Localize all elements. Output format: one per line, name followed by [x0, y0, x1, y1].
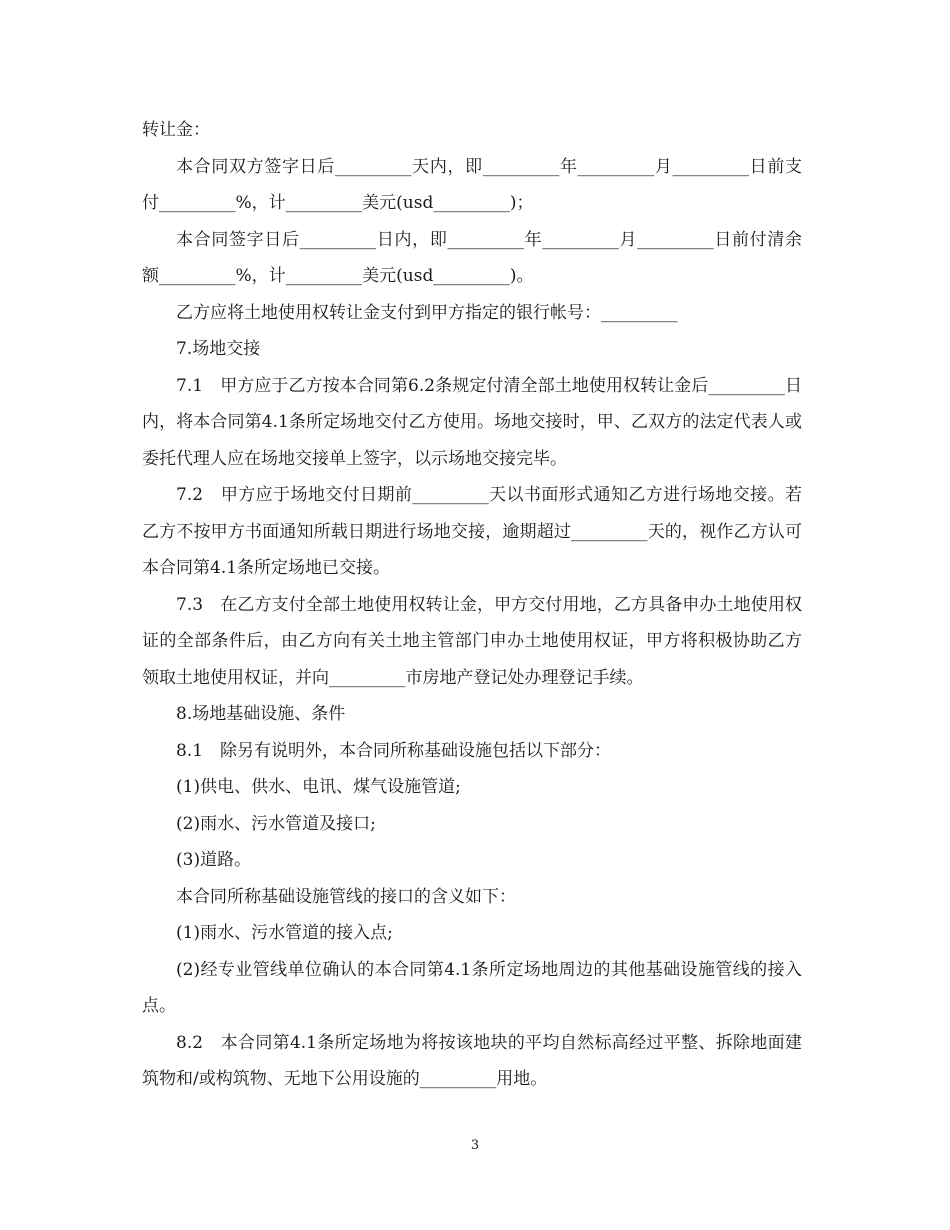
paragraph-bank-account: 乙方应将土地使用权转让金支付到甲方指定的银行帐号：_________ — [176, 302, 678, 323]
list-item-utilities: (1)供电、供水、电讯、煤气设施管道; — [176, 777, 461, 797]
paragraph-first-payment: 本合同双方签字日后_________天内，即_________年_________月_________日前支付_________%，计_________美元(usd_________)； — [142, 156, 802, 213]
paragraph-balance-payment: 本合同签字日后_________日内，即_________年_________月_________日前付清余额_________%，计_________美元(usd_________)。 — [142, 229, 802, 286]
list-item-roads: (3)道路。 — [176, 850, 252, 870]
list-item-other-connections: (2)经专业管线单位确认的本合同第4.1条所定场地周边的其他基础设施管线的接入点。 — [142, 959, 802, 1016]
document-body — [142, 112, 802, 1098]
section-heading-site-handover: 7.场地交接 — [176, 339, 261, 359]
list-item-drainage-connection: (1)雨水、污水管道的接入点; — [176, 923, 393, 943]
clause-7-2: 7.2 甲方应于场地交付日期前_________天以书面形式通知乙方进行场地交接。若乙方不按甲方书面通知所载日期进行场地交接，逾期超过_________天的，视作乙方认可本合同第4.1条所定场地已交接。 — [142, 485, 802, 578]
clause-8-1: 8.1 除另有说明外，本合同所称基础设施包括以下部分： — [176, 740, 612, 761]
paragraph-interface-definition: 本合同所称基础设施管线的接口的含义如下： — [176, 886, 516, 907]
section-heading-infrastructure: 8.场地基础设施、条件 — [176, 704, 346, 724]
clause-7-1: 7.1 甲方应于乙方按本合同第6.2条规定付清全部土地使用权转让金后_________日内，将本合同第4.1条所定场地交付乙方使用。场地交接时，甲、乙双方的法定代表人或委托代理人应在场地交接单上签字，以示场地交接完毕。 — [142, 375, 802, 469]
paragraph-transfer-fee-heading: 转让金： — [142, 120, 210, 140]
page-number: 3 — [470, 1138, 480, 1153]
clause-7-3: 7.3 在乙方支付全部土地使用权转让金，甲方交付用地，乙方具备申办土地使用权证的全部条件后，由乙方向有关土地主管部门申办土地使用权证，甲方将积极协助乙方领取土地使用权证，并向_________市房地产登记处办理登记手续。 — [142, 594, 802, 688]
clause-8-2: 8.2 本合同第4.1条所定场地为将按该地块的平均自然标高经过平整、拆除地面建筑物和/或构筑物、无地下公用设施的_________用地。 — [142, 1032, 802, 1089]
list-item-drainage: (2)雨水、污水管道及接口; — [176, 813, 376, 834]
